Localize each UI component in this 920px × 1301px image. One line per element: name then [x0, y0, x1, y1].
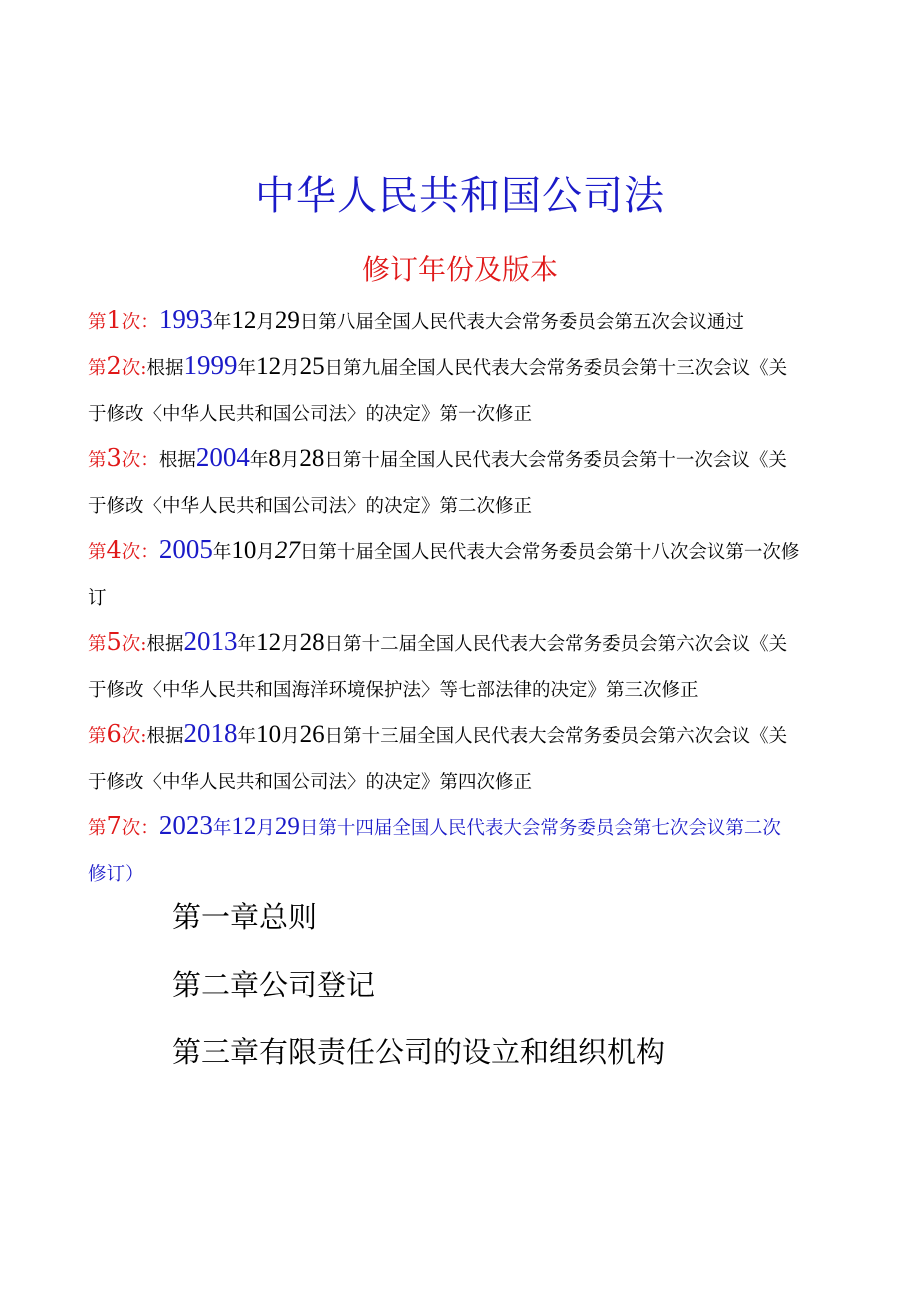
revision-month: 12	[231, 307, 257, 334]
revision-prefix: 根据	[146, 634, 184, 655]
revision-entry-1: 第1次：1993年12月29日第八届全国人民代表大会常务委员会第五次会议通过	[88, 304, 744, 334]
revision-month: 8	[268, 445, 281, 472]
revision-entry-4: 第4次：2005年10月27日第十届全国人民代表大会常务委员会第十八次会议第一次修 订	[88, 526, 828, 622]
revision-text-continued: 于修改〈中华人民共和国公司法〉的决定》第一次修正	[88, 404, 533, 425]
revision-text-continued: 于修改〈中华人民共和国公司法〉的决定》第四次修正	[88, 772, 533, 793]
revision-text: 日第十届全国人民代表大会常务委员会第十一次会议《关	[324, 450, 787, 471]
revision-day: 28	[299, 445, 325, 472]
revision-entry-7: 第7次：2023年12月29日第十四届全国人民代表大会常务委员会第七次会议第二次 修订）	[88, 802, 828, 898]
revision-text-continued: 订	[88, 588, 107, 609]
revision-label: 第7次：	[88, 812, 159, 840]
revision-day: 28	[299, 629, 325, 656]
chapter-heading-2: 第二章公司登记	[172, 968, 376, 1002]
revision-text-continued: 于修改〈中华人民共和国公司法〉的决定》第二次修正	[88, 496, 533, 517]
revision-entry-3: 第3次：根据2004年8月28日第十届全国人民代表大会常务委员会第十一次会议《关 于修改〈中华人民共和国公司法〉的决定》第二次修正	[88, 434, 828, 530]
revision-month: 10	[256, 721, 282, 748]
revision-prefix: 根据	[146, 358, 184, 379]
revision-entry-6: 第6次:根据2018年10月26日第十三届全国人民代表大会常务委员会第六次会议《关 于修改〈中华人民共和国公司法〉的决定》第四次修正	[88, 710, 828, 806]
chapter-heading-3: 第三章有限责任公司的设立和组织机构	[172, 1035, 666, 1069]
revision-day: 29	[274, 813, 300, 840]
chapter-heading-1: 第一章总则	[172, 900, 318, 934]
revision-entry-5: 第5次:根据2013年12月28日第十二届全国人民代表大会常务委员会第六次会议《关 于修改〈中华人民共和国海洋环境保护法〉等七部法律的决定》第三次修正	[88, 618, 828, 714]
revision-day: 27	[274, 537, 300, 564]
revision-text: 日第十四届全国人民代表大会常务委员会第七次会议第二次	[299, 818, 781, 839]
revision-text: 日第九届全国人民代表大会常务委员会第十三次会议《关	[324, 358, 788, 379]
page-subtitle: 修订年份及版本	[361, 253, 558, 286]
revision-day: 26	[299, 721, 325, 748]
revision-text-continued: 修订）	[88, 864, 144, 885]
page-title: 中华人民共和国公司法	[255, 173, 665, 219]
revision-month: 12	[231, 813, 257, 840]
revision-text: 日第十三届全国人民代表大会常务委员会第六次会议《关	[324, 726, 788, 747]
revision-month: 12	[256, 353, 282, 380]
revision-prefix: 根据	[146, 726, 184, 747]
revision-entry-2: 第2次:根据1999年12月25日第九届全国人民代表大会常务委员会第十三次会议《关 于修改〈中华人民共和国公司法〉的决定》第一次修正	[88, 342, 828, 438]
revision-label: 第2次:	[88, 352, 147, 380]
revision-text: 日第八届全国人民代表大会常务委员会第五次会议通过	[299, 312, 744, 333]
revision-year: 2018	[183, 718, 238, 748]
revision-year: 1999	[183, 350, 238, 380]
revision-label: 第1次：	[88, 306, 159, 334]
revision-label: 第3次：	[88, 444, 159, 472]
revision-year: 2004	[195, 442, 250, 472]
revision-label: 第6次:	[88, 720, 147, 748]
revision-text: 日第十二届全国人民代表大会常务委员会第六次会议《关	[324, 634, 788, 655]
revision-day: 29	[274, 307, 300, 334]
revision-year: 2005	[158, 534, 213, 564]
revision-month: 12	[256, 629, 282, 656]
revision-text: 日第十届全国人民代表大会常务委员会第十八次会议第一次修	[299, 542, 800, 563]
revision-label: 第5次:	[88, 628, 147, 656]
revision-year: 2023	[158, 810, 213, 840]
revision-month: 10	[231, 537, 257, 564]
revision-year: 2013	[183, 626, 238, 656]
revision-label: 第4次：	[88, 536, 159, 564]
revision-text-continued: 于修改〈中华人民共和国海洋环境保护法〉等七部法律的决定》第三次修正	[88, 680, 699, 701]
revision-prefix: 根据	[158, 450, 196, 471]
revision-year: 1993	[158, 304, 213, 334]
revision-day: 25	[299, 353, 325, 380]
